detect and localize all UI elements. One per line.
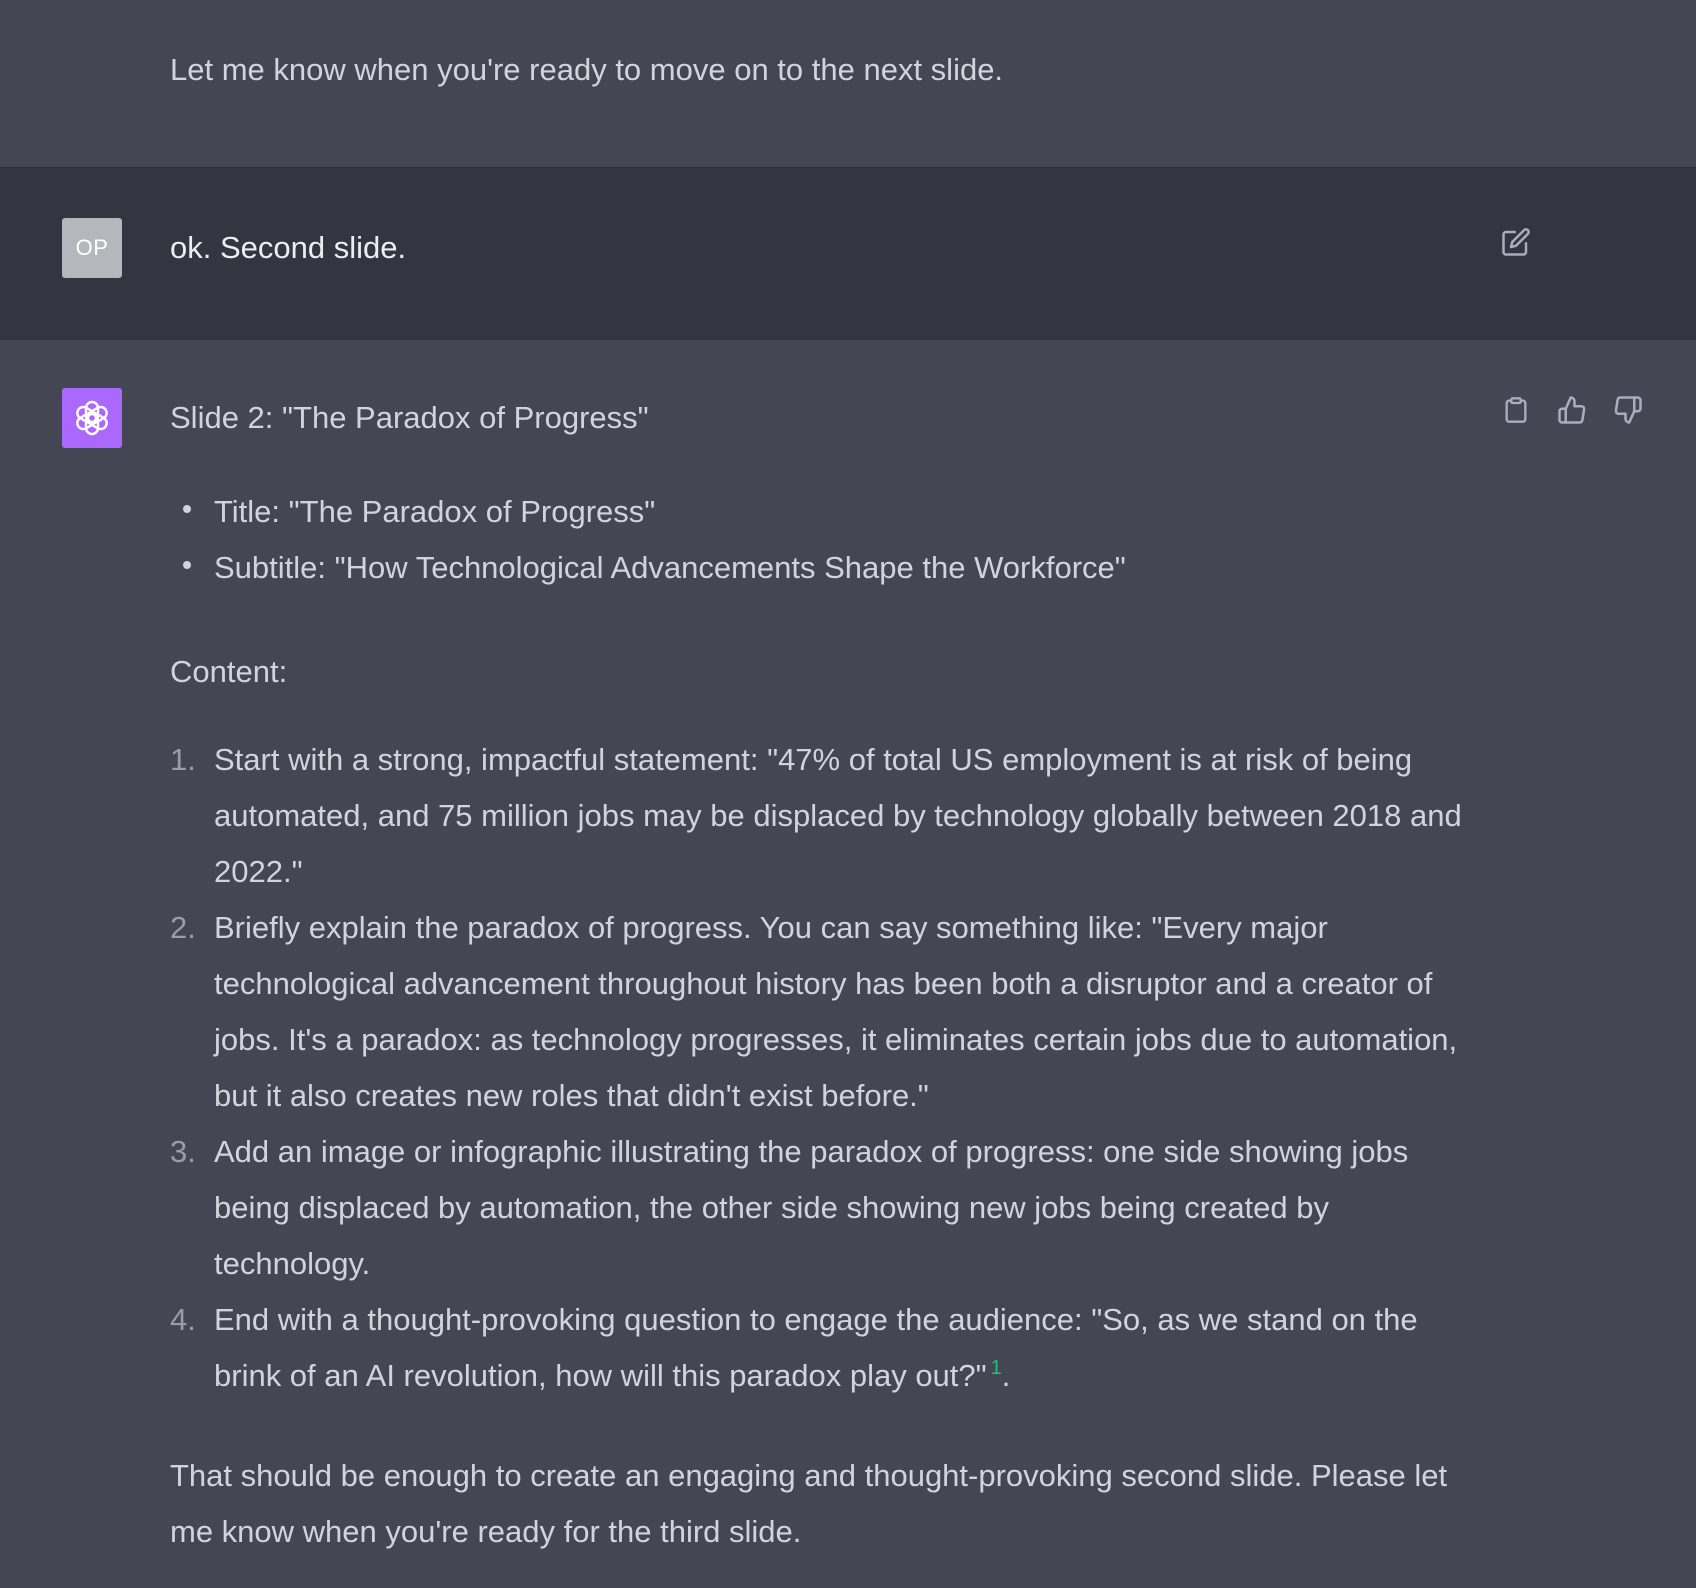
list-item (170, 900, 1470, 1124)
list-item (170, 1292, 1470, 1408)
closing-text: That should be enough to create an engaging and thought-provoking second slide. Please let me know when you're ready for the third slide. (170, 1458, 1448, 1549)
user-avatar: OP (62, 218, 122, 278)
list-item-text: Start with a strong, impactful statement: "47% of total US employment is at risk of being automated, and 75 million jobs may be displaced by technology globally between 2018 and 2022." (214, 742, 1462, 889)
user-message (0, 168, 1696, 340)
assistant-heading: Slide 2: "The Paradox of Progress" (170, 400, 649, 435)
bullet-subtitle: Subtitle: "How Technological Advancements Shape the Workforce" (170, 540, 1126, 596)
numbered-list (170, 732, 1470, 1408)
clipboard-icon[interactable] (1498, 392, 1534, 428)
list-number: 4. (170, 1302, 196, 1337)
thumbs-up-icon[interactable] (1554, 392, 1590, 428)
openai-logo-icon (62, 388, 122, 448)
bullet-title: Title: "The Paradox of Progress" (170, 484, 1126, 540)
list-item-text: End with a thought-provoking question to engage the audience: "So, as we stand on the brink of an AI revolution, how will this paradox play out?" (214, 1302, 1418, 1393)
edit-icon[interactable] (1498, 224, 1534, 260)
message-text: Let me know when you're ready to move on to the next slide. (170, 52, 1004, 87)
content-label: Content: (170, 654, 288, 689)
list-number: 1. (170, 742, 196, 777)
bullet-list (170, 484, 1126, 596)
user-message-text: ok. Second slide. (170, 230, 407, 265)
assistant-message-previous (0, 0, 1696, 168)
citation-link[interactable]: 1 (990, 1357, 1002, 1379)
list-item-text: Briefly explain the paradox of progress. You can say something like: "Every major technological advancement throughout history has been both a disruptor and a creator of jobs. It's a paradox: as technology progresses, it eliminates certain jobs due to automation, but it also creates new roles that didn't exist before." (214, 910, 1458, 1113)
list-item-suffix: . (1001, 1358, 1011, 1393)
thumbs-down-icon[interactable] (1610, 392, 1646, 428)
list-item-text: Add an image or infographic illustrating the paradox of progress: one side showing jobs being displaced by automation, the other side showing new jobs being created by technology. (214, 1134, 1409, 1281)
list-item (170, 1124, 1470, 1292)
list-number: 3. (170, 1134, 196, 1169)
assistant-message (0, 340, 1696, 1588)
list-number: 2. (170, 910, 196, 945)
list-item (170, 732, 1470, 900)
